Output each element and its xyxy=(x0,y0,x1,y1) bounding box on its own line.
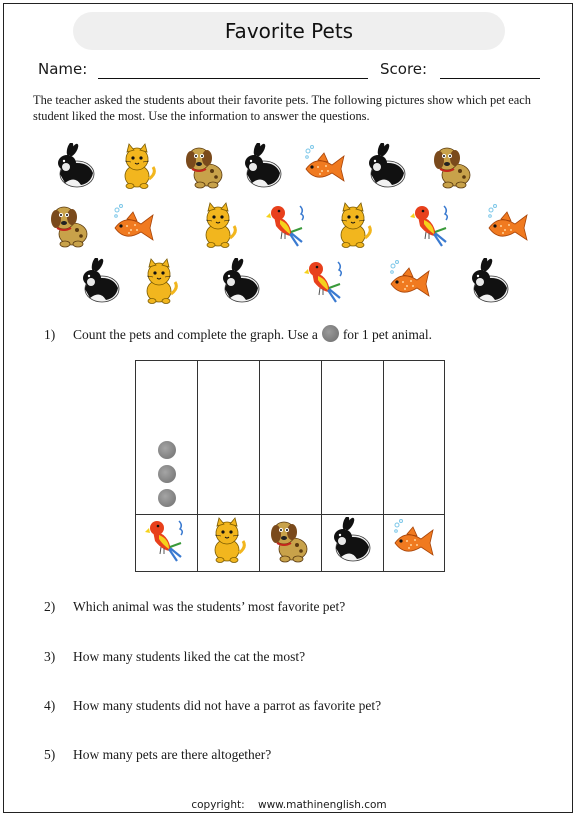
pictograph-grid xyxy=(135,360,445,572)
intro-text: The teacher asked the students about their favorite pets. The following pictures show which pet each student liked the most. Use the information to answer the questions. xyxy=(33,93,531,123)
question-text-end: for 1 pet animal. xyxy=(342,327,433,342)
graph-rabbit-icon xyxy=(329,517,377,567)
rabbit-icon xyxy=(53,143,97,189)
copyright-label: copyright: xyxy=(191,799,245,811)
graph-dot[interactable] xyxy=(158,489,176,507)
question-text: Which animal was the students’ most favorite pet? xyxy=(73,599,346,614)
question-number: 1) xyxy=(44,327,56,342)
name-field[interactable] xyxy=(98,78,368,79)
footer xyxy=(0,799,578,811)
rabbit-icon xyxy=(240,143,284,189)
graph-fish-icon xyxy=(391,517,439,567)
rabbit-icon xyxy=(218,258,262,304)
fish-icon xyxy=(485,202,529,248)
rabbit-icon xyxy=(364,143,408,189)
question-text: Count the pets and complete the graph. Use a xyxy=(73,327,318,342)
question-number: 2) xyxy=(44,599,56,614)
rabbit-icon xyxy=(467,258,511,304)
question-5 xyxy=(44,747,271,763)
question-text: How many students liked the cat the most? xyxy=(73,649,306,664)
dot-icon xyxy=(322,325,339,342)
parrot-icon xyxy=(408,202,452,248)
score-label: Score: xyxy=(380,60,428,78)
parrot-icon xyxy=(302,258,346,304)
parrot-icon xyxy=(264,202,308,248)
page-title: Favorite Pets xyxy=(73,12,505,50)
question-number: 4) xyxy=(44,698,56,713)
question-1 xyxy=(44,325,432,343)
question-4 xyxy=(44,698,381,714)
question-number: 3) xyxy=(44,649,56,664)
dog-icon xyxy=(182,143,226,189)
dog-icon xyxy=(47,202,91,248)
graph-cat-icon xyxy=(205,517,253,567)
question-text: How many students did not have a parrot as favorite pet? xyxy=(73,698,382,713)
cat-icon xyxy=(331,202,375,248)
question-2 xyxy=(44,599,345,615)
cat-icon xyxy=(115,143,159,189)
fish-icon xyxy=(302,143,346,189)
question-number: 5) xyxy=(44,747,56,762)
score-field[interactable] xyxy=(440,78,540,79)
graph-parrot-icon xyxy=(143,517,191,567)
dog-icon xyxy=(430,143,474,189)
fish-icon xyxy=(387,258,431,304)
rabbit-icon xyxy=(78,258,122,304)
cat-icon xyxy=(196,202,240,248)
cat-icon xyxy=(137,258,181,304)
graph-dot[interactable] xyxy=(158,465,176,483)
name-label: Name: xyxy=(38,60,88,78)
fish-icon xyxy=(111,202,155,248)
name-score-row xyxy=(38,60,548,84)
website-link[interactable]: www.mathinenglish.com xyxy=(258,799,387,811)
graph-dog-icon xyxy=(267,517,315,567)
question-3 xyxy=(44,649,305,665)
graph-dot[interactable] xyxy=(158,441,176,459)
question-text: How many pets are there altogether? xyxy=(73,747,272,762)
